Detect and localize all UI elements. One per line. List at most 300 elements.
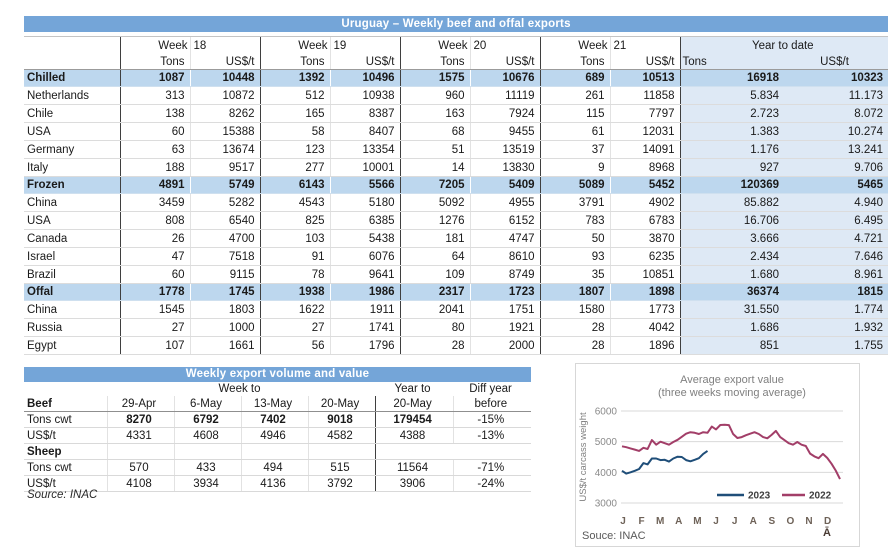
data-cell: 927 xyxy=(680,159,784,177)
metric-cell: 494 xyxy=(241,460,308,476)
row-label: Egypt xyxy=(24,337,120,355)
data-cell: 13354 xyxy=(330,141,400,159)
data-cell: 6783 xyxy=(610,212,680,230)
table-row xyxy=(24,87,888,105)
date-header: 29-Apr xyxy=(107,396,174,412)
data-cell: 138 xyxy=(120,105,190,123)
data-cell: 2.434 xyxy=(680,248,784,266)
tons-column-header: Tons xyxy=(540,54,610,70)
corner-cell xyxy=(24,37,120,55)
data-cell: 8262 xyxy=(190,105,260,123)
data-cell: 8968 xyxy=(610,159,680,177)
row-label: China xyxy=(24,301,120,319)
data-cell: 107 xyxy=(120,337,190,355)
section-label: Sheep xyxy=(24,444,107,460)
data-cell: 10513 xyxy=(610,70,680,87)
metric-row xyxy=(24,428,531,444)
data-cell: 1.383 xyxy=(680,123,784,141)
data-cell: 6385 xyxy=(330,212,400,230)
metric-row xyxy=(24,412,531,428)
data-cell: 15388 xyxy=(190,123,260,141)
data-cell: 4042 xyxy=(610,319,680,337)
data-cell: 960 xyxy=(400,87,470,105)
tons-column-header: Tons xyxy=(400,54,470,70)
x-tick-label: S xyxy=(768,516,776,527)
data-cell: 1545 xyxy=(120,301,190,319)
data-cell: 10.274 xyxy=(784,123,888,141)
year-to-header: Year to xyxy=(394,383,431,395)
data-cell: 115 xyxy=(540,105,610,123)
table-row xyxy=(24,70,888,87)
data-cell: 512 xyxy=(260,87,330,105)
table-row xyxy=(24,212,888,230)
data-cell: 1741 xyxy=(330,319,400,337)
data-cell: 4.940 xyxy=(784,194,888,212)
data-cell: 9.706 xyxy=(784,159,888,177)
tons-column-header: Tons xyxy=(120,54,190,70)
data-cell: 3791 xyxy=(540,194,610,212)
data-cell: 1896 xyxy=(610,337,680,355)
unit-header-row xyxy=(24,54,888,70)
data-cell: 28 xyxy=(540,319,610,337)
data-cell: 93 xyxy=(540,248,610,266)
data-cell: 3.666 xyxy=(680,230,784,248)
data-cell: 28 xyxy=(540,337,610,355)
data-cell: 165 xyxy=(260,105,330,123)
data-cell: 7797 xyxy=(610,105,680,123)
metric-cell: 515 xyxy=(308,460,375,476)
data-cell: 60 xyxy=(120,266,190,284)
y-tick-label: 3000 xyxy=(594,498,617,510)
data-cell: 7518 xyxy=(190,248,260,266)
table-row xyxy=(24,177,888,194)
data-cell: 1.755 xyxy=(784,337,888,355)
data-cell: 5465 xyxy=(784,177,888,194)
data-cell: 163 xyxy=(400,105,470,123)
legend-label-2022: 2022 xyxy=(809,490,832,502)
x-tick-label: O xyxy=(786,516,795,527)
data-cell: 1392 xyxy=(260,70,330,87)
table-row xyxy=(24,123,888,141)
data-cell: 9641 xyxy=(330,266,400,284)
metric-cell: 3934 xyxy=(174,476,241,492)
x-tick-label: M xyxy=(656,516,665,527)
data-cell: 31.550 xyxy=(680,301,784,319)
data-cell: 56 xyxy=(260,337,330,355)
data-cell: 35 xyxy=(540,266,610,284)
row-label: Russia xyxy=(24,319,120,337)
data-cell: 5.834 xyxy=(680,87,784,105)
metric-cell: 179454 xyxy=(375,412,453,428)
week-to-header: Week to xyxy=(218,383,261,395)
metric-cell: -71% xyxy=(453,460,531,476)
metric-cell: 4331 xyxy=(107,428,174,444)
data-cell: 7205 xyxy=(400,177,470,194)
data-cell: 2000 xyxy=(470,337,540,355)
data-cell: 8749 xyxy=(470,266,540,284)
table-row xyxy=(24,248,888,266)
data-cell: 6540 xyxy=(190,212,260,230)
weekly-table-source: Source: INAC xyxy=(27,489,98,501)
metric-label: US$/t xyxy=(24,476,107,492)
data-cell: 13.241 xyxy=(784,141,888,159)
data-cell: 13674 xyxy=(190,141,260,159)
data-cell: 808 xyxy=(120,212,190,230)
data-cell: 5282 xyxy=(190,194,260,212)
week-label: Week xyxy=(400,37,470,55)
data-cell: 1087 xyxy=(120,70,190,87)
empty-cell xyxy=(241,444,308,460)
data-cell: 61 xyxy=(540,123,610,141)
data-cell: 8.961 xyxy=(784,266,888,284)
date-header: 6-May xyxy=(174,396,241,412)
data-cell: 10676 xyxy=(470,70,540,87)
x-tick-label: A xyxy=(675,516,683,527)
data-cell: 1898 xyxy=(610,284,680,301)
data-cell: 4543 xyxy=(260,194,330,212)
row-label: Italy xyxy=(24,159,120,177)
data-cell: 58 xyxy=(260,123,330,141)
metric-cell: 8270 xyxy=(107,412,174,428)
table-row xyxy=(24,337,888,355)
metric-cell: 4108 xyxy=(107,476,174,492)
data-cell: 5092 xyxy=(400,194,470,212)
week-header-row xyxy=(24,37,888,55)
data-cell: 188 xyxy=(120,159,190,177)
data-cell: 5180 xyxy=(330,194,400,212)
data-cell: 1580 xyxy=(540,301,610,319)
table-row xyxy=(24,230,888,248)
data-cell: 63 xyxy=(120,141,190,159)
data-cell: 10496 xyxy=(330,70,400,87)
data-cell: 1921 xyxy=(470,319,540,337)
data-cell: 7924 xyxy=(470,105,540,123)
metric-label: Tons cwt xyxy=(24,460,107,476)
data-cell: 1000 xyxy=(190,319,260,337)
data-cell: 5409 xyxy=(470,177,540,194)
data-cell: 10938 xyxy=(330,87,400,105)
table-row xyxy=(24,301,888,319)
row-label: Brazil xyxy=(24,266,120,284)
row-label: USA xyxy=(24,212,120,230)
data-cell: 10851 xyxy=(610,266,680,284)
data-cell: 10001 xyxy=(330,159,400,177)
data-cell: 123 xyxy=(260,141,330,159)
metric-cell: 570 xyxy=(107,460,174,476)
data-cell: 11858 xyxy=(610,87,680,105)
table-row xyxy=(24,266,888,284)
data-cell: 9455 xyxy=(470,123,540,141)
legend-label-2023: 2023 xyxy=(748,490,771,502)
metric-cell: 3792 xyxy=(308,476,375,492)
ytd-usd-header: US$/t xyxy=(784,54,888,70)
y-tick-label: 5000 xyxy=(594,437,617,449)
data-cell: 1911 xyxy=(330,301,400,319)
data-cell: 80 xyxy=(400,319,470,337)
section-row xyxy=(24,444,531,460)
data-cell: 9 xyxy=(540,159,610,177)
data-cell: 783 xyxy=(540,212,610,230)
data-cell: 181 xyxy=(400,230,470,248)
data-cell: 5452 xyxy=(610,177,680,194)
corner-cell xyxy=(24,54,120,70)
metric-cell: -13% xyxy=(453,428,531,444)
data-cell: 78 xyxy=(260,266,330,284)
metric-cell: 4136 xyxy=(241,476,308,492)
data-cell: 26 xyxy=(120,230,190,248)
week-label: Week xyxy=(540,37,610,55)
row-label: Israel xyxy=(24,248,120,266)
year-date-header: 20-May xyxy=(375,396,453,412)
empty-cell xyxy=(375,444,453,460)
data-cell: 4747 xyxy=(470,230,540,248)
data-cell: 51 xyxy=(400,141,470,159)
metric-cell: 3906 xyxy=(375,476,453,492)
data-cell: 103 xyxy=(260,230,330,248)
y-tick-label: 6000 xyxy=(594,406,617,418)
x-tick-label: J xyxy=(713,516,719,527)
data-cell: 5438 xyxy=(330,230,400,248)
data-cell: 50 xyxy=(540,230,610,248)
row-label: Frozen xyxy=(24,177,120,194)
x-tick-label: N xyxy=(805,516,813,527)
data-cell: 1803 xyxy=(190,301,260,319)
data-cell: 851 xyxy=(680,337,784,355)
row-label: USA xyxy=(24,123,120,141)
row-label: China xyxy=(24,194,120,212)
data-cell: 91 xyxy=(260,248,330,266)
usd-column-header: US$/t xyxy=(610,54,680,70)
data-cell: 8610 xyxy=(470,248,540,266)
data-cell: 4955 xyxy=(470,194,540,212)
data-cell: 109 xyxy=(400,266,470,284)
row-label: Canada xyxy=(24,230,120,248)
data-cell: 4.721 xyxy=(784,230,888,248)
data-cell: 12031 xyxy=(610,123,680,141)
data-cell: 16918 xyxy=(680,70,784,87)
data-cell: 27 xyxy=(120,319,190,337)
weekly-volume-table xyxy=(24,382,531,492)
data-cell: 37 xyxy=(540,141,610,159)
tons-column-header: Tons xyxy=(260,54,330,70)
data-cell: 2317 xyxy=(400,284,470,301)
weekly-table-title: Weekly export volume and value xyxy=(24,367,531,382)
data-cell: 7.646 xyxy=(784,248,888,266)
data-cell: 4902 xyxy=(610,194,680,212)
table-row xyxy=(24,194,888,212)
data-cell: 1276 xyxy=(400,212,470,230)
row-label: Germany xyxy=(24,141,120,159)
usd-column-header: US$/t xyxy=(470,54,540,70)
data-cell: 13830 xyxy=(470,159,540,177)
data-cell: 6235 xyxy=(610,248,680,266)
data-cell: 1986 xyxy=(330,284,400,301)
data-cell: 1938 xyxy=(260,284,330,301)
data-cell: 64 xyxy=(400,248,470,266)
x-tick-label: J xyxy=(620,516,626,527)
data-cell: 6.495 xyxy=(784,212,888,230)
data-cell: 1745 xyxy=(190,284,260,301)
data-cell: 6152 xyxy=(470,212,540,230)
x-tick-label: M xyxy=(693,516,702,527)
metric-cell: 4582 xyxy=(308,428,375,444)
data-cell: 261 xyxy=(540,87,610,105)
chart-source: Souce: INAC xyxy=(582,530,646,542)
week-number: 21 xyxy=(610,37,680,55)
metric-cell: 4388 xyxy=(375,428,453,444)
data-cell: 4891 xyxy=(120,177,190,194)
data-cell: 85.882 xyxy=(680,194,784,212)
data-cell: 1.774 xyxy=(784,301,888,319)
data-cell: 1815 xyxy=(784,284,888,301)
chart-canvas xyxy=(576,364,859,546)
metric-cell: 4946 xyxy=(241,428,308,444)
ytd-header: Year to date xyxy=(680,37,888,55)
ytd-tons-header: Tons xyxy=(680,54,784,70)
table-row xyxy=(24,159,888,177)
x-tick-label: D xyxy=(823,516,832,527)
y-axis-label: US$/t carcass weight xyxy=(578,412,589,502)
row-label: Chilled xyxy=(24,70,120,87)
data-cell: 1622 xyxy=(260,301,330,319)
data-cell: 1.176 xyxy=(680,141,784,159)
chart-subtitle: (three weeks moving average) xyxy=(658,387,806,399)
data-cell: 68 xyxy=(400,123,470,141)
week-label: Week xyxy=(120,37,190,55)
metric-row xyxy=(24,476,531,492)
data-cell: 1.932 xyxy=(784,319,888,337)
data-cell: 1.680 xyxy=(680,266,784,284)
chart-title: Average export value xyxy=(680,374,784,386)
data-cell: 1723 xyxy=(470,284,540,301)
data-cell: 2.723 xyxy=(680,105,784,123)
data-cell: 1751 xyxy=(470,301,540,319)
data-cell: 13519 xyxy=(470,141,540,159)
metric-cell: 7402 xyxy=(241,412,308,428)
data-cell: 1.686 xyxy=(680,319,784,337)
data-cell: 689 xyxy=(540,70,610,87)
row-label: Offal xyxy=(24,284,120,301)
exports-table xyxy=(24,36,888,355)
main-table-title: Uruguay – Weekly beef and offal exports xyxy=(24,16,888,32)
corner-glyph: Ā xyxy=(823,527,831,539)
metric-cell: 9018 xyxy=(308,412,375,428)
x-tick-label: F xyxy=(638,516,645,527)
table-row xyxy=(24,141,888,159)
data-cell: 6143 xyxy=(260,177,330,194)
data-cell: 120369 xyxy=(680,177,784,194)
metric-cell: 4608 xyxy=(174,428,241,444)
data-cell: 6076 xyxy=(330,248,400,266)
data-cell: 5749 xyxy=(190,177,260,194)
metric-row xyxy=(24,460,531,476)
usd-column-header: US$/t xyxy=(190,54,260,70)
week-label: Week xyxy=(260,37,330,55)
x-tick-label: A xyxy=(749,516,757,527)
series-2023-line xyxy=(622,451,708,474)
data-cell: 9517 xyxy=(190,159,260,177)
week-number: 18 xyxy=(190,37,260,55)
table-row xyxy=(24,319,888,337)
data-cell: 8387 xyxy=(330,105,400,123)
metric-cell: 11564 xyxy=(375,460,453,476)
data-cell: 60 xyxy=(120,123,190,141)
data-cell: 8.072 xyxy=(784,105,888,123)
data-cell: 1773 xyxy=(610,301,680,319)
usd-column-header: US$/t xyxy=(330,54,400,70)
metric-cell: -24% xyxy=(453,476,531,492)
data-cell: 1807 xyxy=(540,284,610,301)
data-cell: 313 xyxy=(120,87,190,105)
data-cell: 8407 xyxy=(330,123,400,141)
data-cell: 11.173 xyxy=(784,87,888,105)
section-label: Beef xyxy=(24,396,107,412)
week-number: 20 xyxy=(470,37,540,55)
data-cell: 28 xyxy=(400,337,470,355)
data-cell: 1575 xyxy=(400,70,470,87)
data-cell: 16.706 xyxy=(680,212,784,230)
corner-cell xyxy=(24,382,107,396)
data-cell: 5566 xyxy=(330,177,400,194)
data-cell: 825 xyxy=(260,212,330,230)
table-row xyxy=(24,284,888,301)
table-row xyxy=(24,105,888,123)
row-label: Netherlands xyxy=(24,87,120,105)
data-cell: 10448 xyxy=(190,70,260,87)
data-cell: 1661 xyxy=(190,337,260,355)
data-cell: 3870 xyxy=(610,230,680,248)
week-number: 19 xyxy=(330,37,400,55)
metric-cell: 433 xyxy=(174,460,241,476)
empty-cell xyxy=(308,444,375,460)
data-cell: 10323 xyxy=(784,70,888,87)
empty-cell xyxy=(107,444,174,460)
data-cell: 277 xyxy=(260,159,330,177)
metric-cell: 6792 xyxy=(174,412,241,428)
data-cell: 3459 xyxy=(120,194,190,212)
data-cell: 14 xyxy=(400,159,470,177)
date-header: 13-May xyxy=(241,396,308,412)
data-cell: 5089 xyxy=(540,177,610,194)
data-cell: 1778 xyxy=(120,284,190,301)
row-label: Chile xyxy=(24,105,120,123)
data-cell: 9115 xyxy=(190,266,260,284)
diff-header: Diff year xyxy=(469,383,512,395)
metric-label: Tons cwt xyxy=(24,412,107,428)
x-tick-label: J xyxy=(731,516,738,527)
data-cell: 2041 xyxy=(400,301,470,319)
empty-cell xyxy=(453,444,531,460)
span-header-row xyxy=(24,382,531,396)
data-cell: 4700 xyxy=(190,230,260,248)
data-cell: 1796 xyxy=(330,337,400,355)
metric-cell: -15% xyxy=(453,412,531,428)
data-cell: 11119 xyxy=(470,87,540,105)
data-cell: 27 xyxy=(260,319,330,337)
y-tick-label: 4000 xyxy=(594,467,617,479)
series-2022-line xyxy=(622,425,840,479)
date-header: 20-May xyxy=(308,396,375,412)
empty-cell xyxy=(174,444,241,460)
date-header-row xyxy=(24,396,531,412)
metric-label: US$/t xyxy=(24,428,107,444)
data-cell: 14091 xyxy=(610,141,680,159)
data-cell: 10872 xyxy=(190,87,260,105)
diff-subheader: before xyxy=(453,396,531,412)
data-cell: 47 xyxy=(120,248,190,266)
export-value-chart xyxy=(575,363,860,547)
data-cell: 36374 xyxy=(680,284,784,301)
